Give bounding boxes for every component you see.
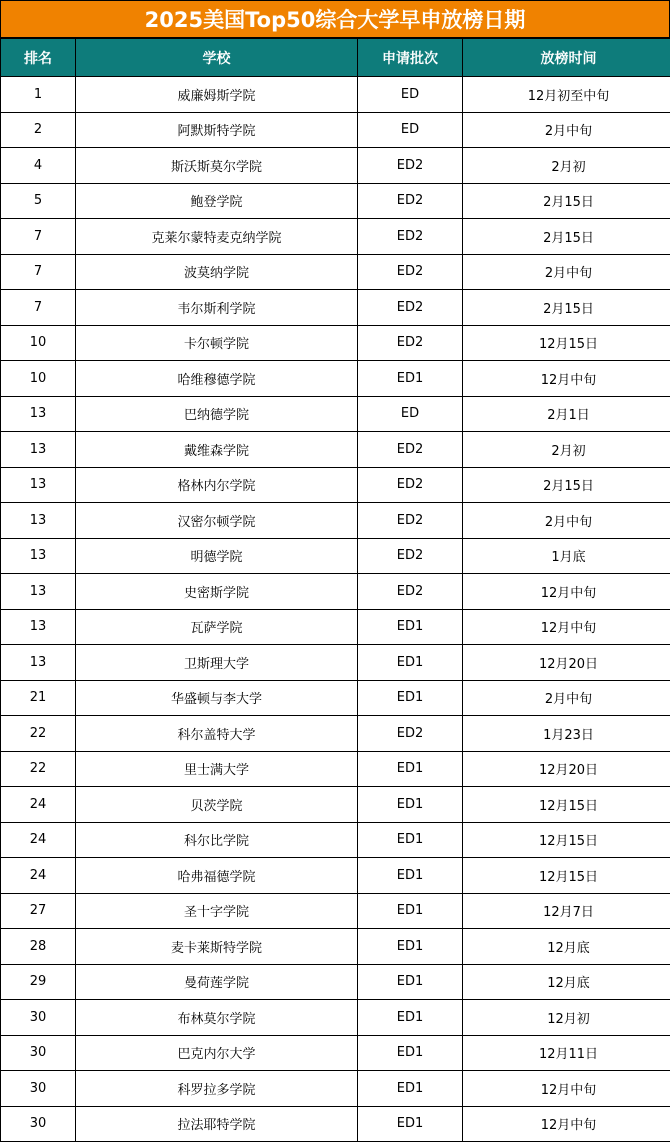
cell-round: ED1 — [358, 1000, 463, 1036]
table-row — [1, 1071, 670, 1107]
cell-release-date: 12月初 — [463, 1000, 670, 1036]
cell-rank: 13 — [1, 538, 76, 574]
cell-round: ED2 — [358, 325, 463, 361]
cell-release-date: 12月15日 — [463, 822, 670, 858]
table-row — [1, 929, 670, 965]
cell-round: ED2 — [358, 574, 463, 610]
cell-release-date: 12月中旬 — [463, 609, 670, 645]
table-row — [1, 716, 670, 752]
cell-round: ED1 — [358, 1071, 463, 1107]
table-row — [1, 148, 670, 184]
cell-round: ED1 — [358, 645, 463, 681]
cell-school: 卫斯理大学 — [76, 645, 358, 681]
cell-release-date: 2月初 — [463, 432, 670, 468]
cell-release-date: 12月底 — [463, 964, 670, 1000]
table-row — [1, 609, 670, 645]
cell-round: ED2 — [358, 254, 463, 290]
cell-release-date: 12月20日 — [463, 751, 670, 787]
header-school: 学校 — [76, 39, 358, 77]
cell-rank: 30 — [1, 1000, 76, 1036]
table-row — [1, 893, 670, 929]
table-row — [1, 254, 670, 290]
table-row — [1, 964, 670, 1000]
table-row — [1, 680, 670, 716]
cell-round: ED1 — [358, 893, 463, 929]
cell-school: 克莱尔蒙特麦克纳学院 — [76, 219, 358, 255]
cell-round: ED2 — [358, 503, 463, 539]
cell-school: 哈弗福德学院 — [76, 858, 358, 894]
cell-release-date: 1月底 — [463, 538, 670, 574]
cell-release-date: 12月20日 — [463, 645, 670, 681]
table-row — [1, 77, 670, 113]
table-row — [1, 1106, 670, 1142]
cell-rank: 24 — [1, 822, 76, 858]
cell-release-date: 12月中旬 — [463, 1071, 670, 1107]
table-row — [1, 574, 670, 610]
cell-school: 史密斯学院 — [76, 574, 358, 610]
cell-round: ED1 — [358, 361, 463, 397]
cell-school: 布林莫尔学院 — [76, 1000, 358, 1036]
cell-school: 波莫纳学院 — [76, 254, 358, 290]
table-row — [1, 467, 670, 503]
table-row — [1, 1035, 670, 1071]
cell-rank: 13 — [1, 645, 76, 681]
cell-round: ED — [358, 112, 463, 148]
cell-school: 威廉姆斯学院 — [76, 77, 358, 113]
cell-rank: 13 — [1, 432, 76, 468]
table-row — [1, 1000, 670, 1036]
cell-school: 麦卡莱斯特学院 — [76, 929, 358, 965]
cell-rank: 24 — [1, 787, 76, 823]
cell-school: 华盛顿与李大学 — [76, 680, 358, 716]
cell-round: ED2 — [358, 467, 463, 503]
cell-rank: 22 — [1, 716, 76, 752]
cell-school: 贝茨学院 — [76, 787, 358, 823]
cell-rank: 24 — [1, 858, 76, 894]
cell-rank: 5 — [1, 183, 76, 219]
cell-round: ED1 — [358, 1035, 463, 1071]
table-row — [1, 112, 670, 148]
cell-release-date: 12月中旬 — [463, 361, 670, 397]
header-round: 申请批次 — [358, 39, 463, 77]
cell-round: ED2 — [358, 716, 463, 752]
cell-release-date: 12月底 — [463, 929, 670, 965]
table-row — [1, 645, 670, 681]
cell-school: 斯沃斯莫尔学院 — [76, 148, 358, 184]
cell-rank: 10 — [1, 325, 76, 361]
cell-rank: 21 — [1, 680, 76, 716]
cell-rank: 4 — [1, 148, 76, 184]
cell-round: ED1 — [358, 964, 463, 1000]
cell-rank: 28 — [1, 929, 76, 965]
release-dates-table — [0, 38, 670, 1142]
cell-rank: 13 — [1, 609, 76, 645]
cell-round: ED2 — [358, 183, 463, 219]
cell-round: ED1 — [358, 822, 463, 858]
cell-release-date: 12月11日 — [463, 1035, 670, 1071]
cell-rank: 27 — [1, 893, 76, 929]
cell-school: 汉密尔顿学院 — [76, 503, 358, 539]
cell-round: ED2 — [358, 148, 463, 184]
cell-school: 明德学院 — [76, 538, 358, 574]
cell-rank: 30 — [1, 1035, 76, 1071]
cell-school: 拉法耶特学院 — [76, 1106, 358, 1142]
cell-school: 科尔比学院 — [76, 822, 358, 858]
cell-rank: 13 — [1, 503, 76, 539]
cell-school: 圣十字学院 — [76, 893, 358, 929]
cell-release-date: 12月中旬 — [463, 574, 670, 610]
cell-rank: 29 — [1, 964, 76, 1000]
cell-round: ED1 — [358, 680, 463, 716]
cell-round: ED1 — [358, 751, 463, 787]
cell-release-date: 12月15日 — [463, 858, 670, 894]
table-row — [1, 290, 670, 326]
header-rank: 排名 — [1, 39, 76, 77]
cell-release-date: 2月15日 — [463, 467, 670, 503]
cell-rank: 13 — [1, 396, 76, 432]
table-row — [1, 432, 670, 468]
cell-release-date: 2月中旬 — [463, 112, 670, 148]
cell-school: 里士满大学 — [76, 751, 358, 787]
header-row — [1, 39, 670, 77]
cell-rank: 13 — [1, 467, 76, 503]
cell-release-date: 12月15日 — [463, 325, 670, 361]
cell-school: 格林内尔学院 — [76, 467, 358, 503]
cell-school: 巴克内尔大学 — [76, 1035, 358, 1071]
cell-release-date: 2月15日 — [463, 290, 670, 326]
cell-round: ED2 — [358, 538, 463, 574]
table-row — [1, 751, 670, 787]
cell-round: ED2 — [358, 432, 463, 468]
table-row — [1, 325, 670, 361]
table-row — [1, 396, 670, 432]
cell-release-date: 12月初至中旬 — [463, 77, 670, 113]
cell-rank: 2 — [1, 112, 76, 148]
cell-round: ED1 — [358, 858, 463, 894]
table-row — [1, 503, 670, 539]
cell-release-date: 1月23日 — [463, 716, 670, 752]
cell-release-date: 2月初 — [463, 148, 670, 184]
table-title: 2025美国Top50综合大学早申放榜日期 — [0, 0, 670, 38]
header-release-date: 放榜时间 — [463, 39, 670, 77]
table-row — [1, 538, 670, 574]
cell-release-date: 2月中旬 — [463, 254, 670, 290]
cell-school: 戴维森学院 — [76, 432, 358, 468]
cell-release-date: 2月中旬 — [463, 503, 670, 539]
table-row — [1, 361, 670, 397]
cell-round: ED1 — [358, 1106, 463, 1142]
cell-school: 科罗拉多学院 — [76, 1071, 358, 1107]
cell-rank: 30 — [1, 1071, 76, 1107]
cell-rank: 1 — [1, 77, 76, 113]
cell-round: ED2 — [358, 290, 463, 326]
cell-release-date: 12月15日 — [463, 787, 670, 823]
cell-school: 韦尔斯利学院 — [76, 290, 358, 326]
cell-release-date: 2月15日 — [463, 219, 670, 255]
table-row — [1, 822, 670, 858]
cell-rank: 13 — [1, 574, 76, 610]
cell-school: 阿默斯特学院 — [76, 112, 358, 148]
cell-release-date: 12月中旬 — [463, 1106, 670, 1142]
cell-release-date: 2月中旬 — [463, 680, 670, 716]
table-row — [1, 219, 670, 255]
cell-rank: 30 — [1, 1106, 76, 1142]
table-row — [1, 787, 670, 823]
cell-rank: 7 — [1, 219, 76, 255]
cell-release-date: 2月15日 — [463, 183, 670, 219]
cell-school: 瓦萨学院 — [76, 609, 358, 645]
cell-school: 哈维穆德学院 — [76, 361, 358, 397]
cell-round: ED — [358, 77, 463, 113]
cell-release-date: 12月7日 — [463, 893, 670, 929]
cell-release-date: 2月1日 — [463, 396, 670, 432]
cell-school: 曼荷莲学院 — [76, 964, 358, 1000]
cell-school: 科尔盖特大学 — [76, 716, 358, 752]
cell-round: ED2 — [358, 219, 463, 255]
cell-school: 鲍登学院 — [76, 183, 358, 219]
table-row — [1, 183, 670, 219]
cell-school: 卡尔顿学院 — [76, 325, 358, 361]
cell-round: ED1 — [358, 609, 463, 645]
cell-school: 巴纳德学院 — [76, 396, 358, 432]
table-row — [1, 858, 670, 894]
cell-rank: 7 — [1, 290, 76, 326]
cell-round: ED1 — [358, 929, 463, 965]
cell-round: ED — [358, 396, 463, 432]
cell-round: ED1 — [358, 787, 463, 823]
cell-rank: 7 — [1, 254, 76, 290]
cell-rank: 22 — [1, 751, 76, 787]
cell-rank: 10 — [1, 361, 76, 397]
